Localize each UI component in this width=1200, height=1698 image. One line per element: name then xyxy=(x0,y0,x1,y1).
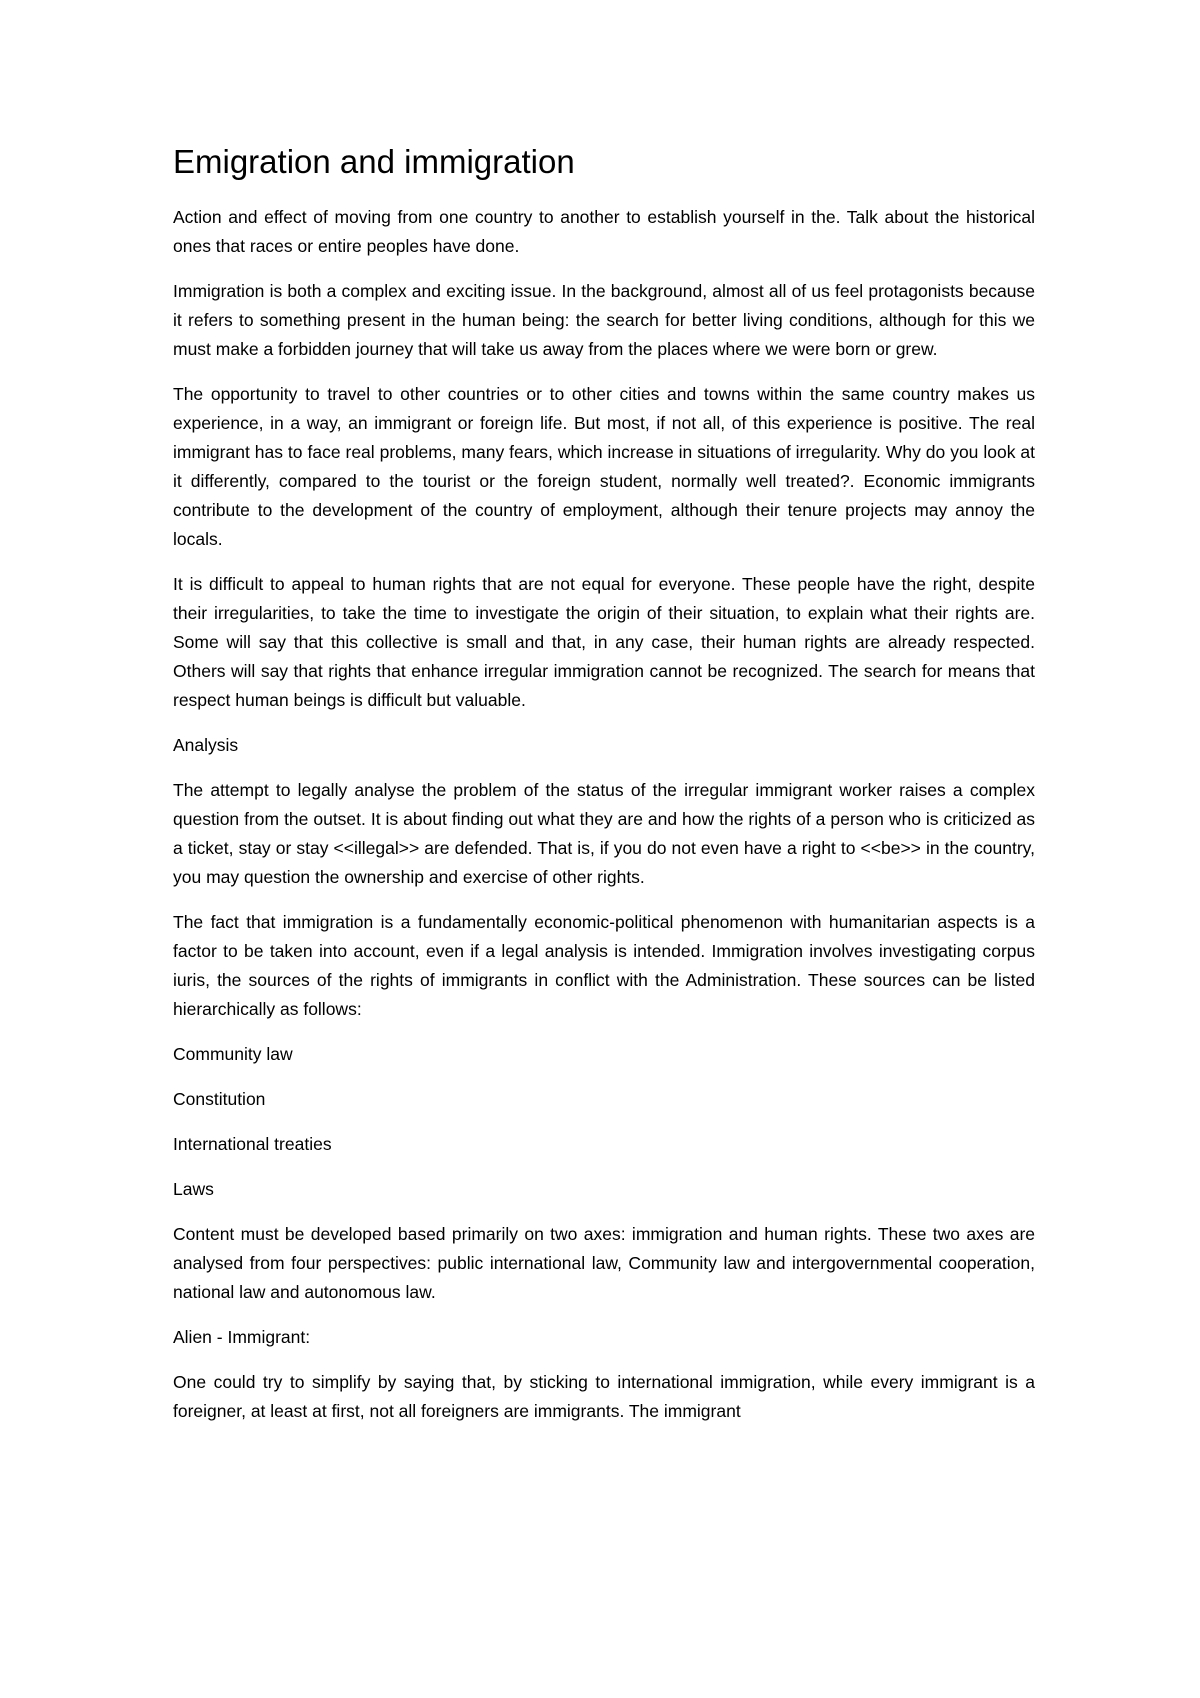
source-item-community-law: Community law xyxy=(173,1044,293,1064)
paragraph-legal-analysis: The attempt to legally analyse the problem of the status of the irregular immigrant worker raises a complex question from the outset. It is about finding out what they are and how the rights of a person who is criticized as a ticket, stay or stay <<illegal>> are defended. That is, if you do not even have a right to <<be>> in the country, you may question the ownership and exercise of other rights. xyxy=(173,780,1035,887)
document-body xyxy=(173,140,1035,1442)
heading-analysis: Analysis xyxy=(173,735,239,755)
heading-alien-immigrant: Alien - Immigrant: xyxy=(173,1327,311,1347)
source-item-constitution: Constitution xyxy=(173,1089,266,1109)
source-item-international-treaties: International treaties xyxy=(173,1134,332,1154)
document-title: Emigration and immigration xyxy=(173,143,575,180)
paragraph-two-axes: Content must be developed based primarily on two axes: immigration and human rights. These two axes are analysed from four perspectives: public international law, Community law and intergovernmental cooperation, national law and autonomous law. xyxy=(173,1224,1035,1302)
paragraph-definition: Action and effect of moving from one country to another to establish yourself in the. Talk about the historical ones that races or entire peoples have done. xyxy=(173,207,1035,256)
paragraph-complex-issue: Immigration is both a complex and exciting issue. In the background, almost all of us feel protagonists because it refers to something present in the human being: the search for better living conditions, although for this we must make a forbidden journey that will take us away from the places where we were born or grew. xyxy=(173,281,1035,359)
paragraph-foreigner-immigrant: One could try to simplify by saying that, by sticking to international immigration, while every immigrant is a foreigner, at least at first, not all foreigners are immigrants. The immigrant xyxy=(173,1372,1035,1421)
source-item-laws: Laws xyxy=(173,1179,214,1199)
paragraph-travel-experience: The opportunity to travel to other countries or to other cities and towns within the same country makes us experience, in a way, an immigrant or foreign life. But most, if not all, of this experience is positive. The real immigrant has to face real problems, many fears, which increase in situations of irregularity. Why do you look at it differently, compared to the tourist or the foreign student, normally well treated?. Economic immigrants contribute to the development of the country of employment, although their tenure projects may annoy the locals. xyxy=(173,384,1035,549)
paragraph-human-rights: It is difficult to appeal to human rights that are not equal for everyone. These people have the right, despite their irregularities, to take the time to investigate the origin of their situation, to explain what their rights are. Some will say that this collective is small and that, in any case, their human rights are already respected. Others will say that rights that enhance irregular immigration cannot be recognized. The search for means that respect human beings is difficult but valuable. xyxy=(173,574,1035,710)
paragraph-sources: The fact that immigration is a fundamentally economic-political phenomenon with humanitarian aspects is a factor to be taken into account, even if a legal analysis is intended. Immigration involves investigating corpus iuris, the sources of the rights of immigrants in conflict with the Administration. These sources can be listed hierarchically as follows: xyxy=(173,912,1035,1019)
